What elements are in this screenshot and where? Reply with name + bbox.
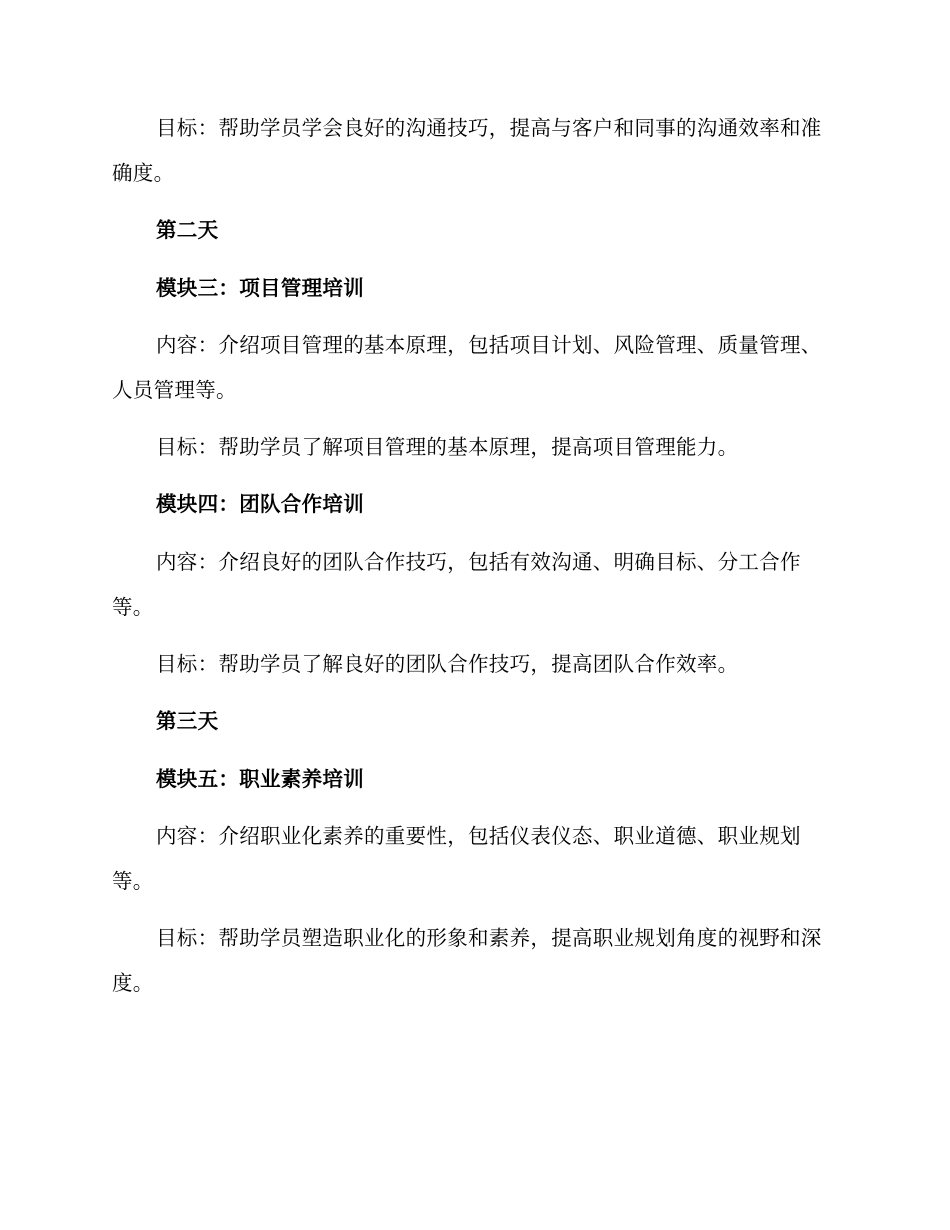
day-heading-3: 第三天: [156, 709, 219, 733]
goal-paragraph-teamwork: 目标：帮助学员了解良好的团队合作技巧，提高团队合作效率。: [156, 652, 739, 676]
goal-paragraph-professionalism: 目标：帮助学员塑造职业化的形象和素养，提高职业规划角度的视野和深度。: [112, 926, 822, 995]
content-paragraph-project-management: 内容：介绍项目管理的基本原理，包括项目计划、风险管理、质量管理、人员管理等。: [112, 333, 822, 402]
goal-paragraph-project-management: 目标：帮助学员了解项目管理的基本原理，提高项目管理能力。: [156, 435, 739, 459]
module-heading-5: 模块五：职业素养培训: [156, 767, 364, 791]
module-heading-3: 模块三：项目管理培训: [156, 276, 364, 300]
day-heading-2: 第二天: [156, 218, 219, 242]
content-paragraph-professionalism: 内容：介绍职业化素养的重要性，包括仪表仪态、职业道德、职业规划等。: [112, 824, 801, 893]
content-paragraph-teamwork: 内容：介绍良好的团队合作技巧，包括有效沟通、明确目标、分工合作等。: [112, 550, 801, 619]
module-heading-4: 模块四：团队合作培训: [156, 492, 364, 516]
goal-paragraph-communication: 目标：帮助学员学会良好的沟通技巧，提高与客户和同事的沟通效率和准确度。: [112, 116, 822, 185]
